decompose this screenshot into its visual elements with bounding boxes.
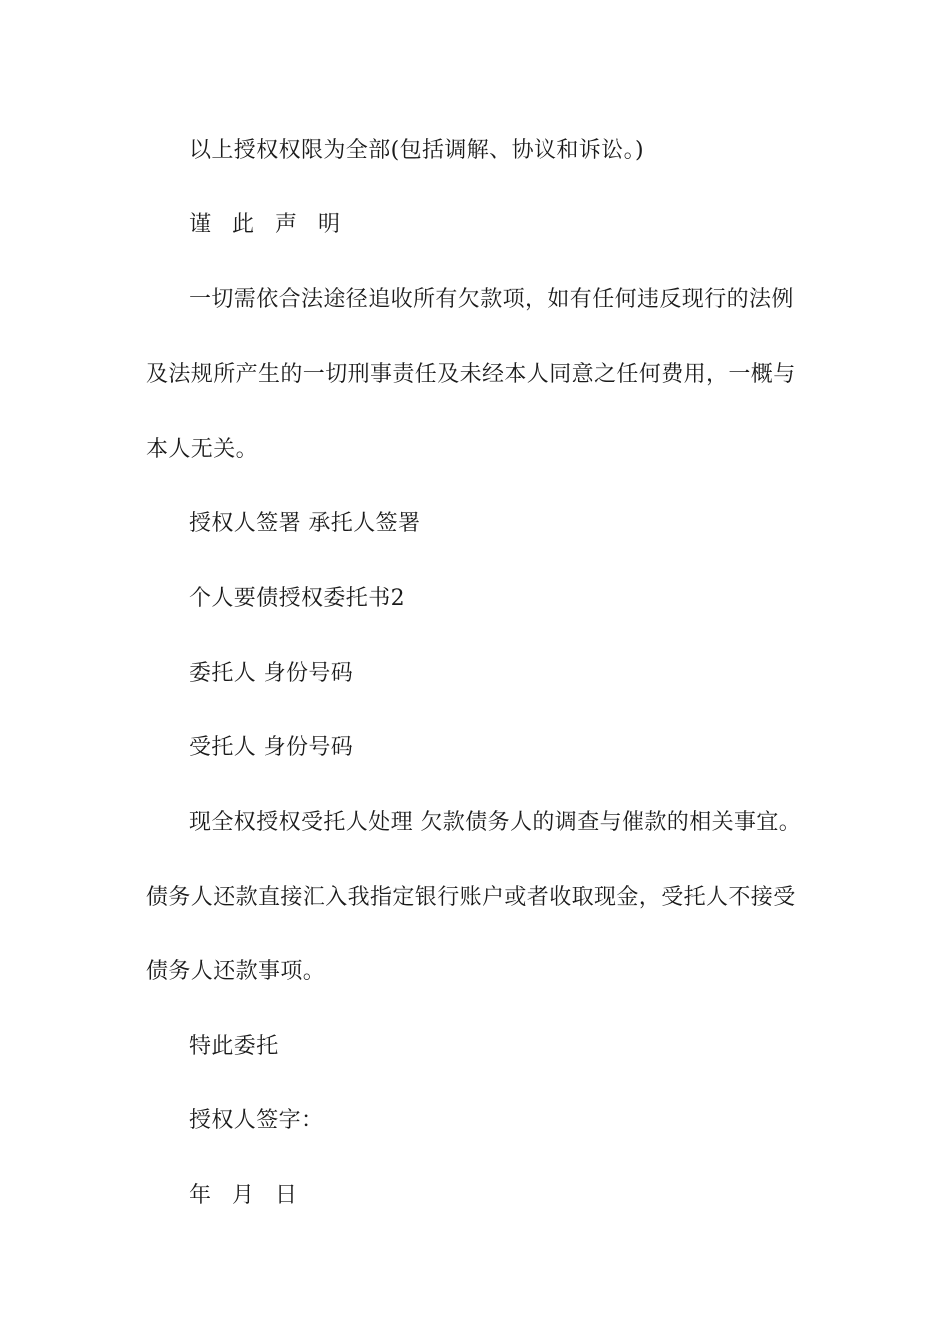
paragraph-line-1: 一切需依合法途径追收所有欠款项，如有任何违反现行的法例	[189, 287, 794, 312]
principal-id-line: 委托人 身份号码	[189, 661, 354, 686]
date-line: 年 月 日	[189, 1183, 304, 1208]
paragraph-line-3: 本人无关。	[146, 437, 259, 462]
paragraph-line-2: 及法规所产生的一切刑事责任及未经本人同意之任何费用，一概与	[146, 362, 796, 387]
entrustment-line: 特此委托	[189, 1034, 279, 1059]
declaration-heading: 谨 此 声 明	[189, 212, 347, 237]
mandate-line-2: 债务人还款直接汇入我指定银行账户或者收取现金，受托人不接受	[146, 885, 796, 910]
authorizer-signature-label: 授权人签字：	[189, 1108, 324, 1133]
agent-id-line: 受托人 身份号码	[189, 735, 354, 760]
signature-labels-line: 授权人签署 承托人签署	[189, 511, 421, 536]
mandate-line-1: 现全权授权受托人处理 欠款债务人的调查与催款的相关事宜。	[189, 810, 802, 835]
section-title: 个人要债授权委托书2	[189, 586, 405, 611]
mandate-line-3: 债务人还款事项。	[146, 959, 326, 984]
authorization-scope-line: 以上授权权限为全部(包括调解、协议和诉讼。)	[189, 138, 644, 163]
